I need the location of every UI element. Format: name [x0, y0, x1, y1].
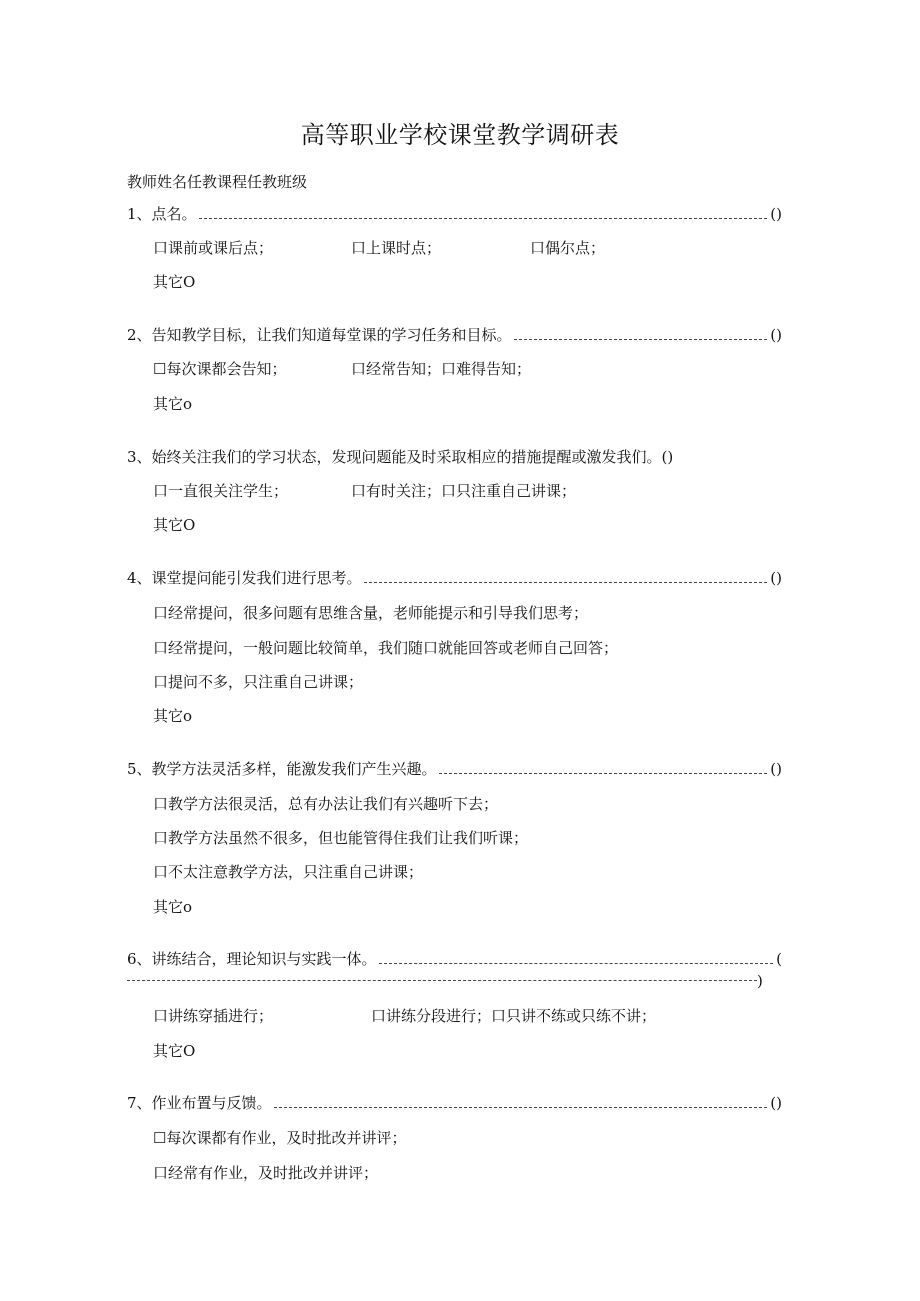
q2-option-2[interactable]: 口经常告知；口难得告知； — [351, 360, 532, 378]
question-3-text: 3、始终关注我们的学习状态，发现问题能及时采取相应的措施提醒或激发我们。() — [127, 448, 674, 466]
dash-leader — [379, 963, 774, 964]
q3-other[interactable]: 其它O — [153, 516, 196, 534]
question-4-answer-slot[interactable]: () — [770, 569, 782, 587]
question-5-answer-slot[interactable]: () — [770, 760, 782, 778]
q6-option-2[interactable]: 口讲练分段进行；口只讲不练或只练不讲； — [371, 1007, 657, 1025]
q5-other[interactable]: 其它o — [153, 898, 193, 916]
question-7-text: 7、作业布置与反馈。 — [127, 1094, 272, 1112]
q4-option-3[interactable]: 口提问不多，只注重自己讲课； — [153, 673, 364, 691]
question-2-answer-slot[interactable]: () — [770, 326, 782, 344]
question-6-text: 6、讲练结合，理论知识与实践一体。 — [127, 950, 377, 968]
q5-option-1[interactable]: 口教学方法很灵活，总有办法让我们有兴趣听下去； — [153, 795, 499, 813]
question-1-answer-slot[interactable]: () — [770, 205, 782, 223]
header-line: 教师姓名任教课程任教班级 — [127, 173, 308, 191]
page-title: 高等职业学校课堂教学调研表 — [300, 121, 620, 149]
question-6-answer-slot-close: ) — [757, 972, 763, 990]
q1-option-1[interactable]: 口课前或课后点； — [153, 239, 274, 257]
question-2 — [127, 325, 782, 345]
q2-other[interactable]: 其它o — [153, 395, 193, 413]
q2-option-1[interactable]: ☐每次课都会告知； — [153, 360, 287, 378]
q4-other[interactable]: 其它o — [153, 707, 193, 725]
q5-option-3[interactable]: 口不太注意教学方法，只注重自己讲课； — [153, 863, 424, 881]
question-4-text: 4、课堂提问能引发我们进行思考。 — [127, 569, 362, 587]
question-6 — [127, 949, 782, 969]
question-4 — [127, 568, 782, 588]
q6-other[interactable]: 其它O — [153, 1042, 196, 1060]
question-1 — [127, 204, 782, 224]
dash-leader — [364, 582, 768, 583]
question-6-answer-slot-open[interactable]: ( — [776, 950, 782, 968]
question-2-text: 2、告知教学目标，让我们知道每堂课的学习任务和目标。 — [127, 326, 512, 344]
q1-option-2[interactable]: 口上课时点； — [351, 239, 442, 257]
q1-option-3[interactable]: 口偶尔点； — [530, 239, 606, 257]
q1-other[interactable]: 其它O — [153, 273, 196, 291]
question-1-text: 1、点名。 — [127, 205, 197, 223]
q7-option-1[interactable]: ☐每次课都有作业，及时批改并讲评； — [153, 1129, 407, 1147]
question-7 — [127, 1093, 782, 1113]
q7-option-2[interactable]: 口经常有作业，及时批改并讲评； — [153, 1164, 379, 1182]
q3-option-2[interactable]: 口有时关注；口只注重自己讲课； — [351, 482, 577, 500]
dash-leader-continued — [127, 980, 757, 981]
q4-option-1[interactable]: 口经常提问，很多问题有思维含量，老师能提示和引导我们思考； — [153, 604, 589, 622]
q3-option-1[interactable]: 口一直很关注学生； — [153, 482, 289, 500]
q5-option-2[interactable]: 口教学方法虽然不很多，但也能管得住我们让我们听课； — [153, 829, 529, 847]
question-5 — [127, 759, 782, 779]
question-5-text: 5、教学方法灵活多样，能激发我们产生兴趣。 — [127, 760, 437, 778]
dash-leader — [514, 339, 768, 340]
q4-option-2[interactable]: 口经常提问，一般问题比较简单，我们随口就能回答或老师自己回答； — [153, 639, 619, 657]
dash-leader — [439, 773, 768, 774]
question-7-answer-slot[interactable]: () — [770, 1094, 782, 1112]
dash-leader — [274, 1107, 768, 1108]
dash-leader — [199, 218, 768, 219]
q6-option-1[interactable]: 口讲练穿插进行； — [153, 1007, 274, 1025]
